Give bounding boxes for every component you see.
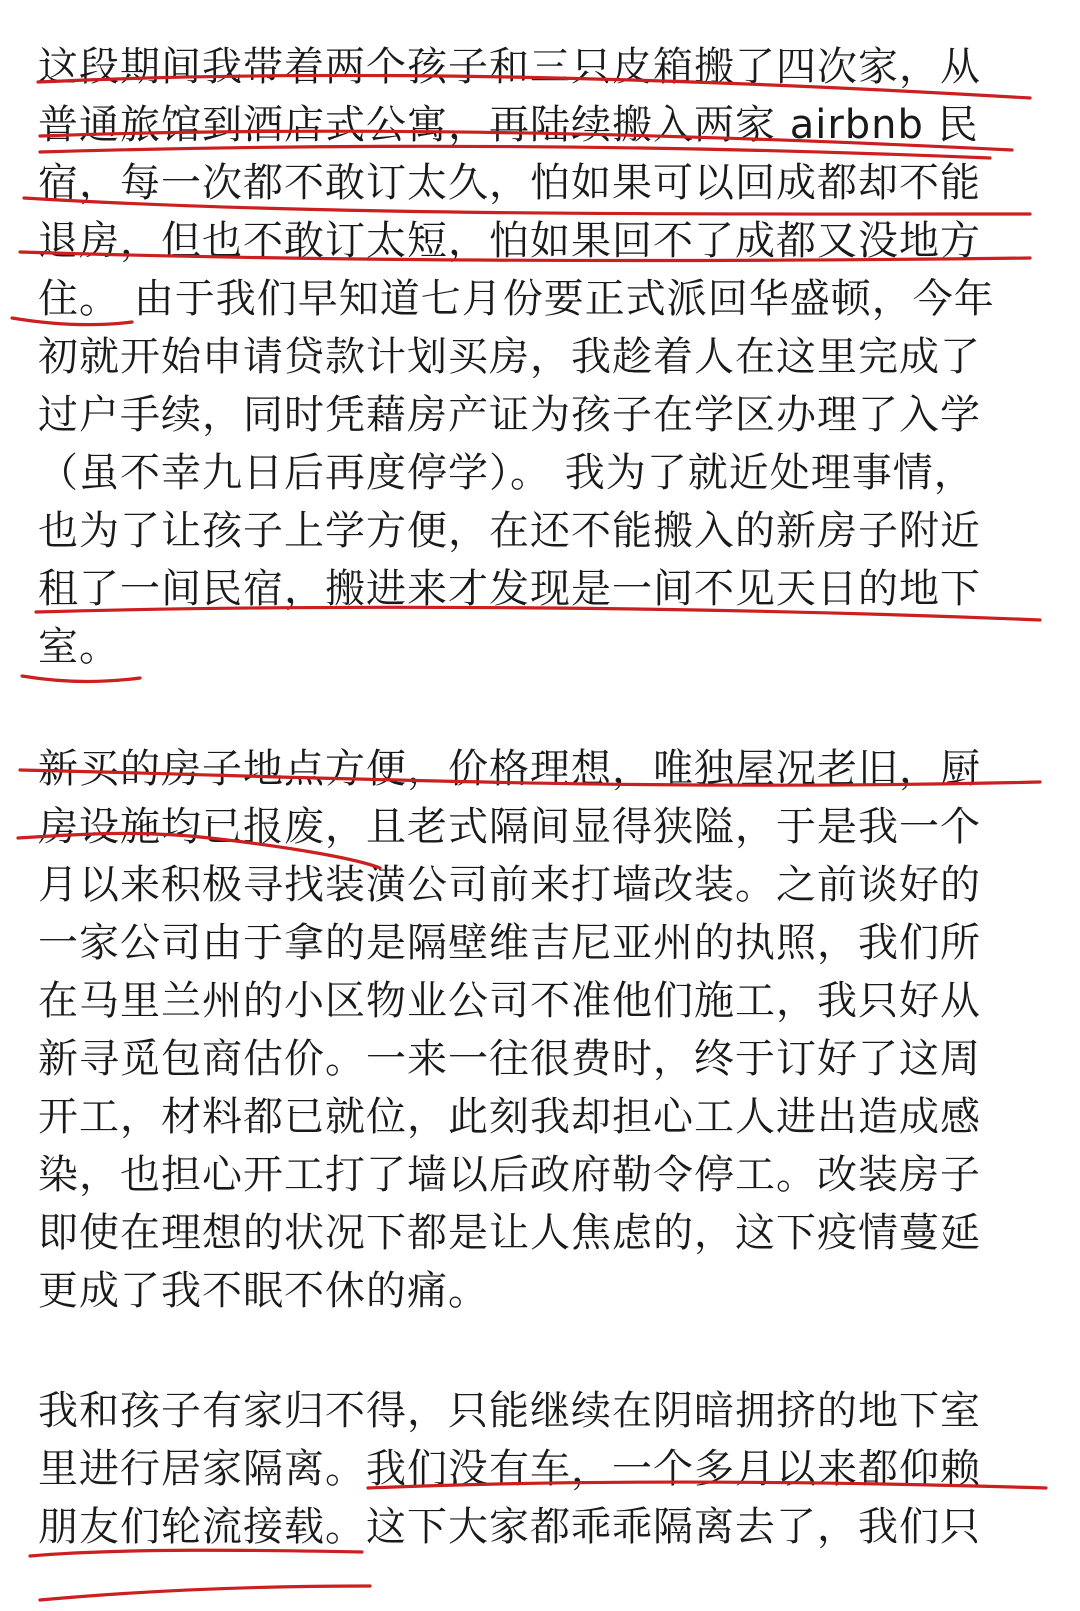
paragraph-2 bbox=[38, 740, 1048, 1320]
text-line: 普通旅馆到酒店式公寓，再陆续搬入两家 airbnb 民 bbox=[38, 102, 979, 148]
underline-stroke bbox=[22, 676, 140, 682]
text-line: 新寻觅包商估价。一来一往很费时，终于订好了这周 bbox=[38, 1036, 981, 1082]
text-line: 朋友们轮流接载。这下大家都乖乖隔离去了，我们只 bbox=[38, 1504, 981, 1550]
paragraph-3 bbox=[38, 1382, 1048, 1556]
text-line: 退房，但也不敢订太短，怕如果回不了成都又没地方 bbox=[38, 218, 981, 264]
text-line: 在马里兰州的小区物业公司不准他们施工，我只好从 bbox=[38, 978, 981, 1024]
text-line: 过户手续，同时凭藉房产证为孩子在学区办理了入学 bbox=[38, 392, 981, 438]
text-line: 一家公司由于拿的是隔壁维吉尼亚州的执照，我们所 bbox=[38, 920, 981, 966]
text-line: 开工，材料都已就位，此刻我却担心工人进出造成感 bbox=[38, 1094, 981, 1140]
text-line: 里进行居家隔离。我们没有车，一个多月以来都仰赖 bbox=[38, 1446, 981, 1492]
text-line: 初就开始申请贷款计划买房，我趁着人在这里完成了 bbox=[38, 334, 981, 380]
paragraph-1 bbox=[38, 38, 1048, 676]
text-line: 我和孩子有家归不得，只能继续在阴暗拥挤的地下室 bbox=[38, 1388, 981, 1434]
text-line: 室。 bbox=[38, 624, 120, 670]
text-line: 也为了让孩子上学方便，在还不能搬入的新房子附近 bbox=[38, 508, 981, 554]
text-line: （虽不幸九日后再度停学）。 我为了就近处理事情， bbox=[38, 450, 975, 496]
text-line: 月以来积极寻找装潢公司前来打墙改装。之前谈好的 bbox=[38, 862, 981, 908]
text-line: 租了一间民宿，搬进来才发现是一间不见天日的地下 bbox=[38, 566, 981, 612]
text-line: 这段期间我带着两个孩子和三只皮箱搬了四次家，从 bbox=[38, 44, 981, 90]
text-line: 房设施均已报废，且老式隔间显得狭隘，于是我一个 bbox=[38, 804, 981, 850]
text-line: 新买的房子地点方便，价格理想，唯独屋况老旧，厨 bbox=[38, 746, 981, 792]
text-line: 住。 由于我们早知道七月份要正式派回华盛顿，今年 bbox=[38, 276, 995, 322]
underline-stroke bbox=[40, 1586, 370, 1600]
text-line: 宿，每一次都不敢订太久，怕如果可以回成都却不能 bbox=[38, 160, 981, 206]
text-line: 染，也担心开工打了墙以后政府勒令停工。改装房子 bbox=[38, 1152, 981, 1198]
text-line: 更成了我不眠不休的痛。 bbox=[38, 1268, 489, 1314]
text-line: 即使在理想的状况下都是让人焦虑的，这下疫情蔓延 bbox=[38, 1210, 981, 1256]
